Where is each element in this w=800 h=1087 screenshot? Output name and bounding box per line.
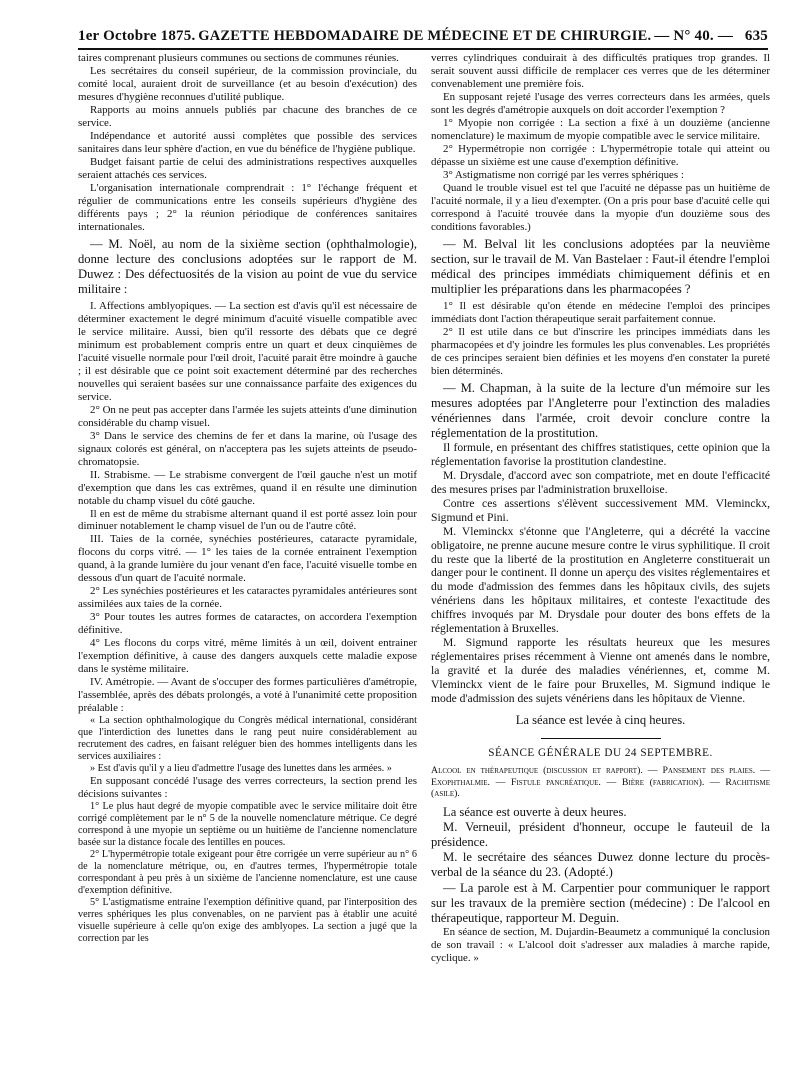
header-title: GAZETTE HEBDOMADAIRE DE MÉDECINE ET DE CHIRURGIE. (198, 28, 652, 44)
paragraph: « La section ophthalmologique du Congrès médical international, considérant que l'interdiction des lunettes dans le rang peut nuire considérablement au recrutement des cadres, en faisant reléguer bien des hommes intelligents dans les services auxiliaires : (78, 715, 417, 763)
paragraph: 1° Il est désirable qu'on étende en médecine l'emploi des principes immédiats dont l'action thérapeutique serait parfaitement connue. (431, 300, 770, 325)
right-column (431, 52, 770, 965)
paragraph: En supposant rejeté l'usage des verres correcteurs dans les armées, quels sont les degrés d'amétropie auxquels on doit accorder l'exemption ? (431, 90, 770, 116)
paragraph: Budget faisant partie de celui des administrations respectives auxquelles seraient attachés ces services. (78, 155, 417, 181)
paragraph: — M. Chapman, à la suite de la lecture d'un mémoire sur les mesures adoptées par l'Angleterre pour l'extinction des maladies vénériennes dans l'armée, croit devoir conclure contre la réglementation de la prostitution. (431, 380, 770, 441)
paragraph: II. Strabisme. — Le strabisme convergent de l'œil gauche n'est un motif d'exemption que dans les cas extrêmes, quand il en résulte une diminution notable du champ visuel du côté gauche. (78, 468, 417, 507)
paragraph: III. Taies de la cornée, synéchies postérieures, cataracte pyramidale, flocons du corps vitré. — 1° les taies de la cornée entrainent l'exemption quand, à la grande lumière du jour venant d'en face, l'acuité visuelle tombe en dessous d'un quart de l'acuité normale. (78, 533, 417, 585)
paragraph: Quand le trouble visuel est tel que l'acuité ne dépasse pas un huitième de l'acuité normale, il y a lieu d'exempter. (On a pris pour base d'acuité celle qui correspond à l'acuité trouvée dans la myopie d'un douzième sous des conditions favorables.) (431, 181, 770, 233)
paragraph: Rapports au moins annuels publiés par chacune des branches de ce service. (78, 103, 417, 129)
paragraph: 5° L'astigmatisme entraine l'exemption définitive quand, par l'interposition des verres sphériques les plus convenables, on ne parvient pas à établir une acuité visuelle supérieure à celle qu'on exige des amblyopes. La section a jugé que la correction par les (78, 897, 417, 945)
paragraph: La séance est ouverte à deux heures. (443, 805, 627, 820)
paragraph: IV. Amétropie. — Avant de s'occuper des formes particulières d'amétropie, l'assemblée, après des débats prolongés, a voté à l'unanimité cette proposition préalable : (78, 676, 417, 715)
paragraph: M. Sigmund rapporte les résultats heureux que les mesures réglementaires prises récemment à Vienne ont amenés dans le nombre, la gravité et la durée des maladies vénériennes, et, comme M. Vleminckx vient de le faire pour Bruxelles, M. Sigmund indique le mode d'admission des sujets vénériens dans les hôpitaux de Vienne. (431, 635, 770, 705)
header-page-number: 635 (744, 28, 768, 44)
paragraph: 2° On ne peut pas accepter dans l'armée les sujets atteints d'une diminution considérable du champ visuel. (78, 403, 417, 429)
section-divider (541, 738, 661, 739)
paragraph: 3° Astigmatisme non corrigé par les verres sphériques : (443, 168, 684, 181)
paragraph: En séance de section, M. Dujardin-Beaumetz a communiqué la conclusion de son travail : « L'alcool doit s'adresser aux maladies à marche rapide, cyclique. » (431, 925, 770, 964)
paragraph: Les secrétaires du conseil supérieur, de la commission provinciale, du comité local, auraient droit de surveillance (et au besoin d'exécution) des mesures d'hygiène reconnues d'utilité publique. (78, 64, 417, 103)
paragraph: L'organisation internationale comprendrait : 1° l'échange fréquent et régulier de communications entre les conseils supérieurs d'hygiène des différents pays ; 2° la réunion périodique de conférences sanitaires internationales. (78, 181, 417, 233)
paragraph: 2° Les synéchies postérieures et les cataractes pyramidales antérieures sont assimilées aux taies de la cornée. (78, 585, 418, 611)
paragraph: M. Drysdale, d'accord avec son compatriote, met en doute l'efficacité des mesures prises par l'administration bruxelloise. (431, 469, 770, 496)
paragraph: » Est d'avis qu'il y a lieu d'admettre l'usage des lunettes dans les armées. » (90, 763, 392, 775)
paragraph: 2° Il est utile dans ce but d'inscrire les principes immédiats dans les pharmacopées et d'y joindre les formules les plus convenables. Les propriétés de ces principes seraient bien définies et les moyens d'en constater la pureté bien déterminés. (431, 325, 770, 377)
text-columns (78, 52, 770, 965)
paragraph: En supposant concédé l'usage des verres correcteurs, la section prend les décisions suivantes : (78, 775, 417, 801)
seance-title: SÉANCE GÉNÉRALE DU 24 SEPTEMBRE. (488, 747, 713, 760)
paragraph: Il formule, en présentant des chiffres statistiques, cette opinion que la réglementation favorise la prostitution clandestine. (431, 441, 770, 469)
paragraph: Contre ces assertions s'élèvent successivement MM. Vleminckx, Sigmund et Pini. (431, 496, 770, 524)
header-issue-number: — N° 40. — (654, 28, 734, 44)
right-column-after-paragraphs (431, 805, 770, 965)
paragraph: 3° Dans le service des chemins de fer et dans la marine, où l'usage des signaux colorés est général, on n'acceptera pas les sujets atteints de pseudo-chromatopsie. (78, 429, 417, 468)
paragraph: — M. Belval lit les conclusions adoptées par la neuvième section, sur le travail de M. Van Bastelaer : Faut-il étendre l'emploi médical des principes immédiats chimiquement définis et en multiplier les préparations dans les pharmacopées ? (431, 236, 770, 296)
paragraph: I. Affections amblyopiques. — La section est d'avis qu'il est nécessaire de déterminer exactement le degré minimum d'acuité visuelle compatible avec le service militaire. Aussi, bien qu'il ressorte des débats que ce degré minimum est probablement compris entre un quart et deux cinquièmes de l'acuité visuelle normale pour l'œil droit, l'acuité parait être moindre à gauche ; il est désirable que ce point soit exactement déterminé par des recherches nouvelles qui seraient basées sur une connaissance parfaite des exigences du service. (78, 300, 417, 403)
paragraph: 1° Le plus haut degré de myopie compatible avec le service militaire doit être corrigé complètement par le n° 5 de la nouvelle nomenclature métrique. Ce degré correspond à une myopie un septième ou un huitième de l'ancienne nomenclature basée sur la distance focale des lentilles en pouces. (78, 801, 417, 849)
seance-summary: Alcool en thérapeutique (discussion et rapport). — Pansement des plaies. — Exophthalmie. — Fistule pancréatique. — Bière (fabrication). — Rachitisme (asile). (431, 764, 770, 800)
page-header (78, 28, 768, 50)
paragraph: 2° Hypermétropie non corrigée : L'hypermétropie totale qui atteint ou dépasse un sixième est une cause d'exemption définitive. (431, 142, 770, 168)
paragraph: verres cylindriques conduirait à des difficultés pratiques trop grandes. Il serait souvent aussi difficile de remplacer ces verres que de les déterminer convenablement une première fois. (431, 52, 770, 90)
left-column (78, 52, 417, 965)
right-column-paragraphs (431, 52, 770, 705)
header-date: 1er Octobre 1875. (78, 28, 196, 44)
paragraph: Indépendance et autorité aussi complètes que possible des services sanitaires dans leur sphère d'action, en vue du bénéfice de l'hygiène publique. (78, 129, 417, 155)
paragraph: taires comprenant plusieurs communes ou sections de communes réunies. (78, 52, 399, 64)
paragraph: 2° L'hypermétropie totale exigeant pour être corrigée un verre supérieur au n° 6 de la nomenclature métrique, ou, en d'autres termes, l'hypermétropie totale correspondant à peu près à un sixième de l'ancienne nomenclature, est une cause d'exemption définitive. (78, 849, 417, 897)
paragraph: M. Vleminckx s'étonne que l'Angleterre, qui a décrété la vaccine obligatoire, ne prenne aucune mesure contre le virus syphilitique. Il croit du reste que la liberté de la prostitution en Angleterre constituerait un danger pour le continent. Il donne un aperçu des visites réglementaires et du mode d'admission des femmes dans les hôpitaux civils, des sujets vénériens dans les hôpitaux militaires, et conteste l'exactitude des chiffres invoqués par M. Drysdale pour douter des bons effets de la réglementation à Bruxelles. (431, 524, 770, 636)
paragraph: M. le secrétaire des séances Duwez donne lecture du procès-verbal de la séance du 23. (Adopté.) (431, 850, 770, 880)
paragraph: Il en est de même du strabisme alternant quand il est porté assez loin pour diminuer notablement le champ visuel de l'un ou de l'autre côté. (78, 507, 417, 533)
seance-close-line: La séance est levée à cinq heures. (515, 713, 686, 728)
paragraph: 3° Pour toutes les autres formes de cataractes, on accordera l'exemption définitive. (78, 611, 417, 637)
paragraph: 1° Myopie non corrigée : La section a fixé à un douzième (ancienne nomenclature) le maximum de myopie compatible avec le service militaire. (431, 116, 770, 142)
paragraph: — M. Noël, au nom de la sixième section (ophthalmologie), donne lecture des conclusions adoptées sur le rapport de M. Duwez : Des défectuosités de la vision au point de vue du service militaire : (78, 236, 417, 296)
paragraph: M. Verneuil, président d'honneur, occupe le fauteuil de la présidence. (431, 820, 770, 850)
paragraph: — La parole est à M. Carpentier pour communiquer le rapport sur les travaux de la première section (médecine) : De l'alcool en thérapeutique, rapporteur M. Deguin. (431, 880, 770, 925)
header-issue (654, 28, 768, 45)
paragraph: 4° Les flocons du corps vitré, même limités à un œil, doivent entrainer l'exemption définitive, à cause des dangers auxquels cette maladie expose dans le système militaire. (78, 637, 417, 676)
